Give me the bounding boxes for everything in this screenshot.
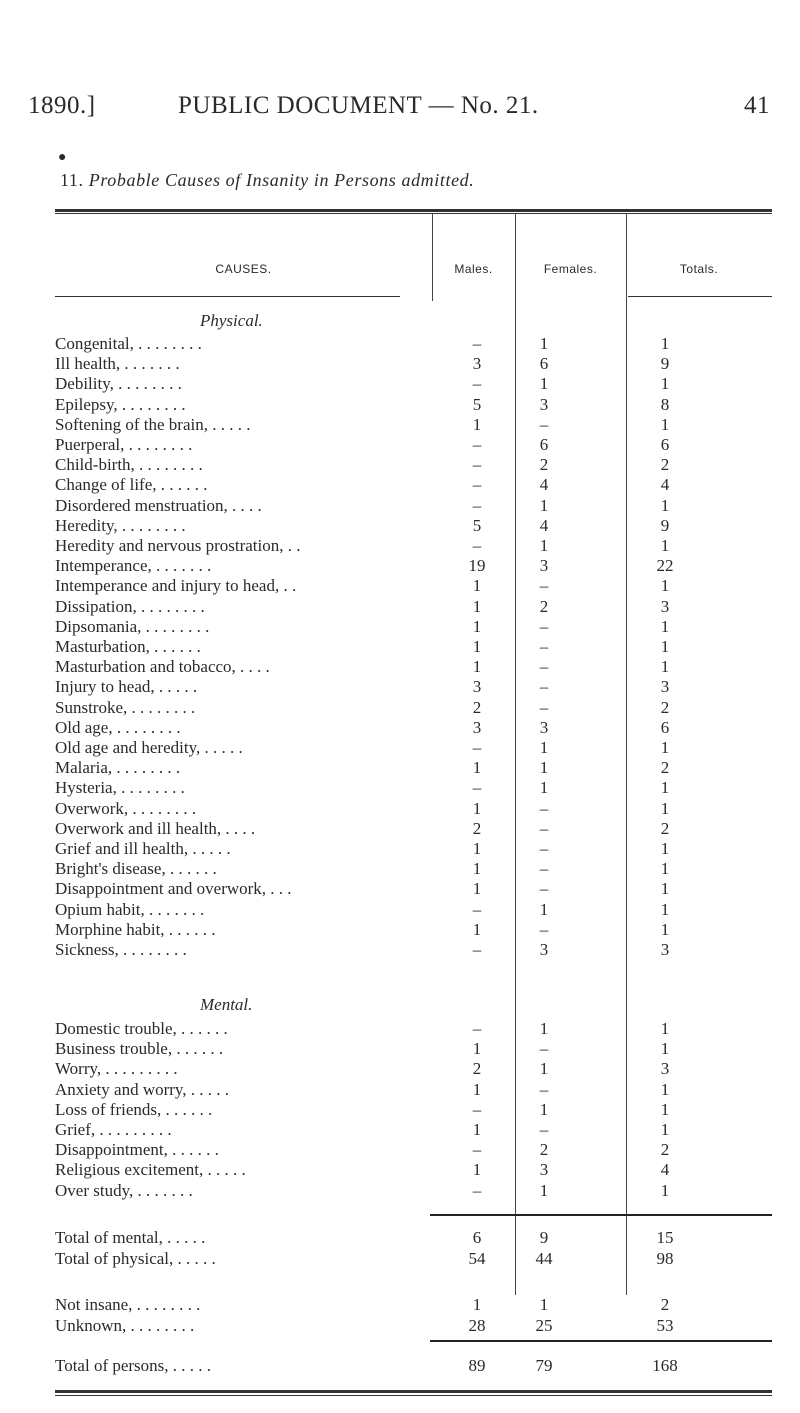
males-value: 2: [472, 818, 482, 838]
table-row: [55, 1018, 772, 1039]
females-value: –: [539, 839, 549, 858]
totals-value: 9: [660, 515, 670, 535]
cause-label: Dipsomania, . . . . . . . .: [55, 616, 210, 636]
table-row: [55, 1038, 772, 1059]
table-row: [55, 414, 772, 435]
table-row: [55, 939, 772, 960]
cause-label: Heredity and nervous prostration, . .: [55, 536, 301, 555]
column-header-males: Males.: [454, 262, 493, 276]
females-value: 1: [539, 495, 549, 515]
totals-value: 1: [660, 919, 670, 939]
cause-label: Overwork, . . . . . . . .: [55, 798, 197, 818]
cause-label: Business trouble, . . . . . .: [55, 1039, 224, 1059]
header-year: 1890.]: [28, 92, 96, 119]
males-value: 89: [468, 1356, 486, 1375]
totals-value: 1: [660, 637, 670, 656]
header-document-title: PUBLIC DOCUMENT — No. 21.: [178, 92, 539, 119]
females-value: 2: [539, 455, 549, 475]
totals-value: 1: [660, 798, 670, 818]
cause-label: Intemperance, . . . . . . .: [55, 556, 212, 576]
totals-value: 3: [660, 940, 670, 959]
totals-value: 1: [660, 1039, 670, 1059]
females-value: 44: [535, 1248, 553, 1268]
totals-value: 1: [660, 334, 670, 353]
cause-label: Injury to head, . . . . .: [55, 677, 198, 697]
cause-label: Dissipation, . . . . . . . .: [55, 596, 205, 616]
column-divider: [432, 213, 433, 301]
totals-value: 1: [660, 778, 670, 798]
table-row: [55, 474, 772, 495]
cause-label: Sickness, . . . . . . . .: [55, 940, 187, 959]
cause-label: Congenital, . . . . . . . .: [55, 334, 202, 353]
totals-value: 22: [656, 556, 674, 576]
males-value: 1: [472, 1120, 482, 1139]
females-value: 4: [539, 475, 549, 495]
females-value: 2: [539, 1140, 549, 1160]
table-row: [55, 394, 772, 415]
cause-label: Total of mental, . . . . .: [55, 1228, 206, 1247]
top-rule-thin: [55, 213, 772, 214]
table-row: [55, 1355, 772, 1376]
totals-value: 168: [652, 1356, 678, 1375]
table-row: [55, 575, 772, 596]
table-row: [55, 1099, 772, 1120]
table-row: [55, 717, 772, 738]
totals-value: 1: [660, 859, 670, 879]
females-value: 1: [539, 334, 549, 353]
males-value: –: [472, 738, 482, 757]
table-title-text: Probable Causes of Insanity in Persons admitted.: [88, 170, 475, 190]
males-value: 5: [472, 515, 482, 535]
males-value: 6: [472, 1228, 482, 1247]
totals-value: 6: [660, 717, 670, 737]
table-row: [55, 636, 772, 657]
cause-label: Debility, . . . . . . . .: [55, 374, 182, 394]
cause-label: Disappointment, . . . . . .: [55, 1140, 219, 1160]
females-value: –: [539, 576, 549, 596]
cause-label: Intemperance and injury to head, . .: [55, 576, 297, 596]
column-header-females: Females.: [543, 262, 598, 276]
females-value: 3: [539, 940, 549, 959]
table-row: [55, 777, 772, 798]
table-row: [55, 596, 772, 617]
totals-value: 1: [660, 1079, 670, 1099]
table-row: [55, 899, 772, 920]
cause-label: Old age and heredity, . . . . .: [55, 738, 243, 757]
cause-label: Epilepsy, . . . . . . . .: [55, 394, 186, 414]
totals-value: 3: [660, 1059, 670, 1079]
totals-value: 1: [660, 1019, 670, 1038]
females-value: 1: [539, 1059, 549, 1079]
totals-value: 1: [660, 839, 670, 858]
table-row: [55, 656, 772, 677]
females-value: –: [539, 798, 549, 818]
males-value: 3: [472, 354, 482, 374]
cause-label: Grief, . . . . . . . . .: [55, 1120, 172, 1139]
females-value: 4: [539, 515, 549, 535]
females-value: 1: [539, 1099, 549, 1119]
totals-value: 15: [656, 1228, 674, 1247]
males-value: 1: [472, 616, 482, 636]
females-value: –: [539, 859, 549, 879]
females-value: –: [539, 637, 549, 656]
males-value: –: [472, 1140, 482, 1160]
bottom-rule-thin: [55, 1395, 772, 1396]
table-row: [55, 798, 772, 819]
females-value: –: [539, 414, 549, 434]
table-row: [55, 1139, 772, 1160]
females-value: 1: [539, 1295, 549, 1314]
totals-value: 1: [660, 657, 670, 677]
males-value: –: [472, 455, 482, 475]
males-value: –: [472, 899, 482, 919]
females-value: 1: [539, 758, 549, 778]
totals-value: 9: [660, 354, 670, 374]
males-value: –: [472, 1019, 482, 1038]
page-number: 41: [744, 92, 770, 119]
table-row: [55, 616, 772, 637]
totals-value: 1: [660, 899, 670, 919]
females-value: 79: [535, 1356, 553, 1375]
cause-label: Change of life, . . . . . .: [55, 475, 208, 495]
females-value: –: [539, 677, 549, 697]
males-value: 3: [472, 677, 482, 697]
totals-value: 1: [660, 576, 670, 596]
totals-value: 98: [656, 1248, 674, 1268]
males-value: –: [472, 536, 482, 555]
cause-label: Masturbation and tobacco, . . . .: [55, 657, 270, 677]
table-row: [55, 1159, 772, 1180]
table-row: [55, 373, 772, 394]
females-value: 3: [539, 1160, 549, 1180]
totals-value: 1: [660, 1099, 670, 1119]
table-row: [55, 818, 772, 839]
table-row: [55, 1058, 772, 1079]
table-row: [55, 1227, 772, 1248]
page-header: [28, 92, 770, 132]
cause-label: Total of physical, . . . . .: [55, 1248, 216, 1268]
females-value: –: [539, 879, 549, 899]
table-number: 11.: [60, 170, 84, 190]
table-row: [55, 353, 772, 374]
females-value: –: [539, 697, 549, 717]
totals-value: 4: [660, 1160, 670, 1180]
males-value: –: [472, 778, 482, 798]
males-value: 1: [472, 414, 482, 434]
table-row: [55, 737, 772, 758]
table-title: [60, 170, 474, 191]
females-value: 1: [539, 738, 549, 757]
cause-label: Over study, . . . . . . .: [55, 1180, 193, 1200]
section-mental: Mental.: [200, 995, 253, 1014]
totals-value: 1: [660, 738, 670, 757]
bottom-rule: [55, 1390, 772, 1393]
males-value: –: [472, 334, 482, 353]
totals-value: 3: [660, 677, 670, 697]
females-value: –: [539, 616, 549, 636]
total-rule: [430, 1340, 772, 1342]
males-value: 1: [472, 576, 482, 596]
males-value: –: [472, 1099, 482, 1119]
table-row: [55, 434, 772, 455]
table-row: [55, 697, 772, 718]
males-value: 1: [472, 1295, 482, 1314]
females-value: –: [539, 919, 549, 939]
males-value: –: [472, 1180, 482, 1200]
cause-label: Grief and ill health, . . . . .: [55, 839, 231, 858]
males-value: 3: [472, 717, 482, 737]
males-value: 54: [468, 1248, 486, 1268]
top-rule: [55, 209, 772, 212]
cause-label: Softening of the brain, . . . . .: [55, 414, 251, 434]
table-row: [55, 1315, 772, 1336]
cause-label: Domestic trouble, . . . . . .: [55, 1019, 228, 1038]
cause-label: Unknown, . . . . . . . .: [55, 1315, 195, 1335]
table-row: [55, 1079, 772, 1100]
totals-value: 1: [660, 374, 670, 394]
cause-label: Bright's disease, . . . . . .: [55, 859, 217, 879]
totals-value: 1: [660, 1120, 670, 1139]
table-row: [55, 333, 772, 354]
cause-label: Religious excitement, . . . . .: [55, 1160, 246, 1180]
males-value: 1: [472, 596, 482, 616]
totals-value: 1: [660, 414, 670, 434]
males-value: –: [472, 940, 482, 959]
cause-label: Morphine habit, . . . . . .: [55, 919, 216, 939]
table-row: [55, 757, 772, 778]
cause-label: Old age, . . . . . . . .: [55, 717, 181, 737]
cause-label: Hysteria, . . . . . . . .: [55, 778, 185, 798]
cause-label: Malaria, . . . . . . . .: [55, 758, 181, 778]
cause-label: Heredity, . . . . . . . .: [55, 515, 186, 535]
totals-value: 2: [660, 697, 670, 717]
females-value: 6: [539, 435, 549, 454]
cause-label: Overwork and ill health, . . . .: [55, 818, 256, 838]
females-value: 1: [539, 778, 549, 798]
females-value: 9: [539, 1228, 549, 1247]
header-bottom-rule: [55, 296, 400, 297]
females-value: –: [539, 1039, 549, 1059]
column-header-totals: Totals.: [679, 262, 719, 276]
table-row: [55, 1248, 772, 1269]
totals-value: 1: [660, 536, 670, 555]
table-row: [55, 555, 772, 576]
males-value: 1: [472, 919, 482, 939]
cause-label: Not insane, . . . . . . . .: [55, 1295, 201, 1314]
males-value: 1: [472, 637, 482, 656]
females-value: 1: [539, 374, 549, 394]
males-value: –: [472, 374, 482, 394]
table-row: [55, 919, 772, 940]
table-row: [55, 838, 772, 859]
cause-label: Masturbation, . . . . . .: [55, 637, 201, 656]
females-value: –: [539, 1120, 549, 1139]
totals-value: 2: [660, 818, 670, 838]
table-row: [55, 535, 772, 556]
subtotal-rule: [430, 1214, 772, 1216]
females-value: 1: [539, 1180, 549, 1200]
males-value: 1: [472, 657, 482, 677]
females-value: 3: [539, 556, 549, 576]
females-value: –: [539, 1079, 549, 1099]
totals-value: 6: [660, 435, 670, 454]
ink-mark: ●: [58, 150, 67, 165]
females-value: 6: [539, 354, 549, 374]
males-value: –: [472, 475, 482, 495]
totals-value: 1: [660, 1180, 670, 1200]
table-row: [55, 1180, 772, 1201]
cause-label: Sunstroke, . . . . . . . .: [55, 697, 196, 717]
females-value: 2: [539, 596, 549, 616]
cause-label: Loss of friends, . . . . . .: [55, 1099, 213, 1119]
males-value: 1: [472, 1160, 482, 1180]
cause-label: Child-birth, . . . . . . . .: [55, 455, 203, 475]
totals-value: 1: [660, 879, 670, 899]
males-value: –: [472, 495, 482, 515]
males-value: 28: [468, 1315, 486, 1335]
cause-label: Puerperal, . . . . . . . .: [55, 435, 193, 454]
totals-value: 4: [660, 475, 670, 495]
males-value: 1: [472, 758, 482, 778]
males-value: 2: [472, 697, 482, 717]
cause-label: Opium habit, . . . . . . .: [55, 899, 205, 919]
males-value: 1: [472, 879, 482, 899]
totals-value: 1: [660, 616, 670, 636]
table-row: [55, 1294, 772, 1315]
females-value: 1: [539, 536, 549, 555]
table-row: [55, 1119, 772, 1140]
males-value: 1: [472, 839, 482, 858]
females-value: –: [539, 657, 549, 677]
males-value: –: [472, 435, 482, 454]
females-value: 25: [535, 1315, 553, 1335]
column-header-causes: CAUSES.: [215, 262, 272, 276]
header-bottom-rule-right: [628, 296, 772, 297]
totals-value: 1: [660, 495, 670, 515]
table-row: [55, 495, 772, 516]
totals-value: 2: [660, 455, 670, 475]
males-value: 1: [472, 798, 482, 818]
cause-label: Ill health, . . . . . . .: [55, 354, 180, 374]
cause-label: Anxiety and worry, . . . . .: [55, 1079, 230, 1099]
cause-label: Disordered menstruation, . . . .: [55, 495, 262, 515]
cause-label: Worry, . . . . . . . . .: [55, 1059, 178, 1079]
table-row: [55, 878, 772, 899]
females-value: 3: [539, 717, 549, 737]
totals-value: 3: [660, 596, 670, 616]
table-row: [55, 454, 772, 475]
totals-value: 8: [660, 394, 670, 414]
females-value: 1: [539, 899, 549, 919]
table-row: [55, 515, 772, 536]
males-value: 5: [472, 394, 482, 414]
females-value: –: [539, 818, 549, 838]
section-physical: Physical.: [200, 311, 263, 330]
males-value: 1: [472, 859, 482, 879]
table-row: [55, 676, 772, 697]
females-value: 3: [539, 394, 549, 414]
cause-label: Disappointment and overwork, . . .: [55, 879, 292, 899]
totals-value: 2: [660, 1295, 670, 1314]
totals-value: 2: [660, 1140, 670, 1160]
totals-value: 53: [656, 1315, 674, 1335]
table-row: [55, 858, 772, 879]
females-value: 1: [539, 1019, 549, 1038]
cause-label: Total of persons, . . . . .: [55, 1356, 212, 1375]
males-value: 2: [472, 1059, 482, 1079]
males-value: 19: [468, 556, 486, 576]
totals-value: 2: [660, 758, 670, 778]
males-value: 1: [472, 1079, 482, 1099]
males-value: 1: [472, 1039, 482, 1059]
